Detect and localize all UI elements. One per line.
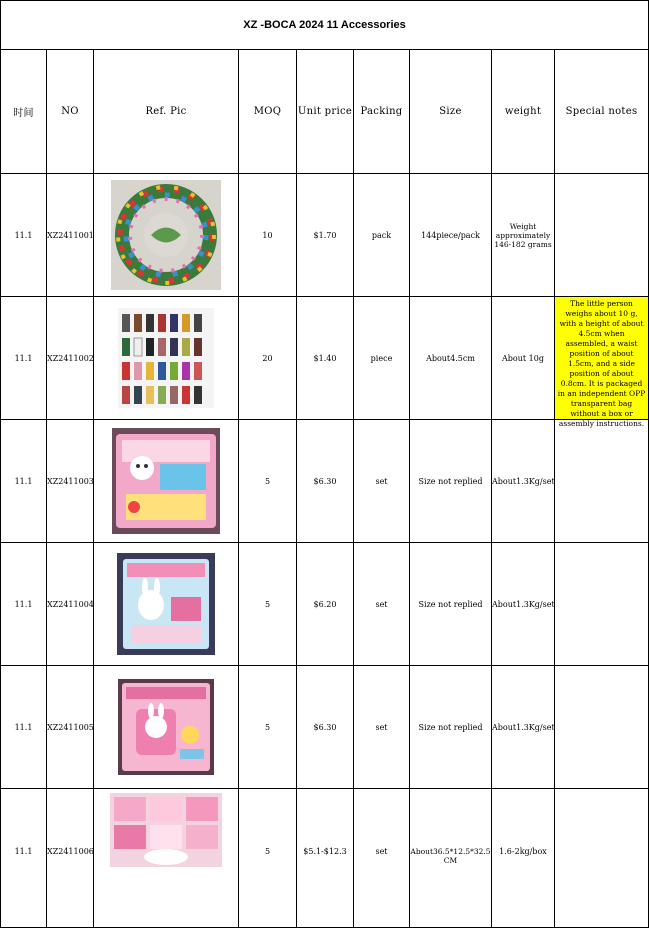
cell-moq: 20 bbox=[239, 297, 297, 420]
bunny-playset-photo bbox=[117, 553, 215, 655]
cell-moq: 5 bbox=[239, 666, 297, 789]
toy-kitchen-set-photo bbox=[112, 428, 220, 534]
header-no: NO bbox=[47, 50, 94, 174]
boxed-playsets-photo bbox=[110, 793, 222, 867]
cell-moq: 5 bbox=[239, 789, 297, 928]
cell-weight: About1.3Kg/set bbox=[492, 543, 555, 666]
table-row bbox=[1, 420, 649, 543]
cell-notes bbox=[555, 174, 649, 297]
cell-moq: 10 bbox=[239, 174, 297, 297]
cell-packing: pack bbox=[354, 174, 410, 297]
cell-size: About4.5cm bbox=[410, 297, 492, 420]
sheet-title: XZ -BOCA 2024 11 Accessories bbox=[1, 1, 649, 50]
cell-size: About36.5*12.5*32.5 CM bbox=[410, 789, 492, 928]
header-notes: Special notes bbox=[555, 50, 649, 174]
cell-price: $1.70 bbox=[297, 174, 354, 297]
cell-price: $6.30 bbox=[297, 666, 354, 789]
header-weight: weight bbox=[492, 50, 555, 174]
cell-packing: set bbox=[354, 543, 410, 666]
cell-time: 11.1 bbox=[1, 174, 47, 297]
cell-size: Size not replied bbox=[410, 420, 492, 543]
cell-no: XZ2411002 bbox=[47, 297, 94, 420]
cell-no: XZ2411006 bbox=[47, 789, 94, 928]
cell-pic bbox=[94, 789, 239, 928]
cell-packing: piece bbox=[354, 297, 410, 420]
header-moq: MOQ bbox=[239, 50, 297, 174]
cell-notes bbox=[555, 543, 649, 666]
cell-size: Size not replied bbox=[410, 666, 492, 789]
header-packing: Packing bbox=[354, 50, 410, 174]
cell-time: 11.1 bbox=[1, 420, 47, 543]
cell-packing: set bbox=[354, 420, 410, 543]
cell-pic bbox=[94, 420, 239, 543]
header-size: Size bbox=[410, 50, 492, 174]
cell-notes bbox=[555, 666, 649, 789]
cell-packing: set bbox=[354, 666, 410, 789]
header-row bbox=[1, 50, 649, 174]
cell-notes bbox=[555, 420, 649, 543]
cell-weight: About 10g bbox=[492, 297, 555, 420]
cell-pic bbox=[94, 297, 239, 420]
cell-time: 11.1 bbox=[1, 666, 47, 789]
header-time: 时间 bbox=[1, 50, 47, 174]
special-note-highlight: The little person weighs about 10 g, with a height of about 4.5cm when assembled, a waist position of about 1.5cm, and a side position of about 0.8cm. It is packaged in an independent OPP transparent bag without a box or assembly instructions. bbox=[555, 297, 648, 419]
table-row bbox=[1, 174, 649, 297]
cell-pic bbox=[94, 666, 239, 789]
cell-weight: Weight approximately 146-182 grams bbox=[492, 174, 555, 297]
cell-no: XZ2411003 bbox=[47, 420, 94, 543]
cell-size: 144piece/pack bbox=[410, 174, 492, 297]
cell-price: $6.20 bbox=[297, 543, 354, 666]
cell-pic bbox=[94, 174, 239, 297]
table-row bbox=[1, 789, 649, 928]
flower-wreath-photo bbox=[111, 180, 221, 290]
cell-size: Size not replied bbox=[410, 543, 492, 666]
header-pic: Ref. Pic bbox=[94, 50, 239, 174]
table-row bbox=[1, 666, 649, 789]
table-row bbox=[1, 297, 649, 420]
cell-notes bbox=[555, 789, 649, 928]
cell-no: XZ2411004 bbox=[47, 543, 94, 666]
cell-time: 11.1 bbox=[1, 543, 47, 666]
cell-moq: 5 bbox=[239, 420, 297, 543]
cell-no: XZ2411001 bbox=[47, 174, 94, 297]
cell-weight: About1.3Kg/set bbox=[492, 420, 555, 543]
minifigures-photo bbox=[118, 308, 214, 408]
cell-packing: set bbox=[354, 789, 410, 928]
cell-pic bbox=[94, 543, 239, 666]
table-row bbox=[1, 543, 649, 666]
cell-price: $5.1-$12.3 bbox=[297, 789, 354, 928]
cell-notes bbox=[555, 297, 649, 428]
cell-moq: 5 bbox=[239, 543, 297, 666]
cell-price: $6.30 bbox=[297, 420, 354, 543]
bunny-oven-set-photo bbox=[118, 679, 214, 775]
cell-weight: About1.3Kg/set bbox=[492, 666, 555, 789]
cell-price: $1.40 bbox=[297, 297, 354, 420]
cell-time: 11.1 bbox=[1, 297, 47, 420]
cell-no: XZ2411005 bbox=[47, 666, 94, 789]
header-price: Unit price bbox=[297, 50, 354, 174]
cell-time: 11.1 bbox=[1, 789, 47, 928]
cell-weight: 1.6-2kg/box bbox=[492, 789, 555, 928]
